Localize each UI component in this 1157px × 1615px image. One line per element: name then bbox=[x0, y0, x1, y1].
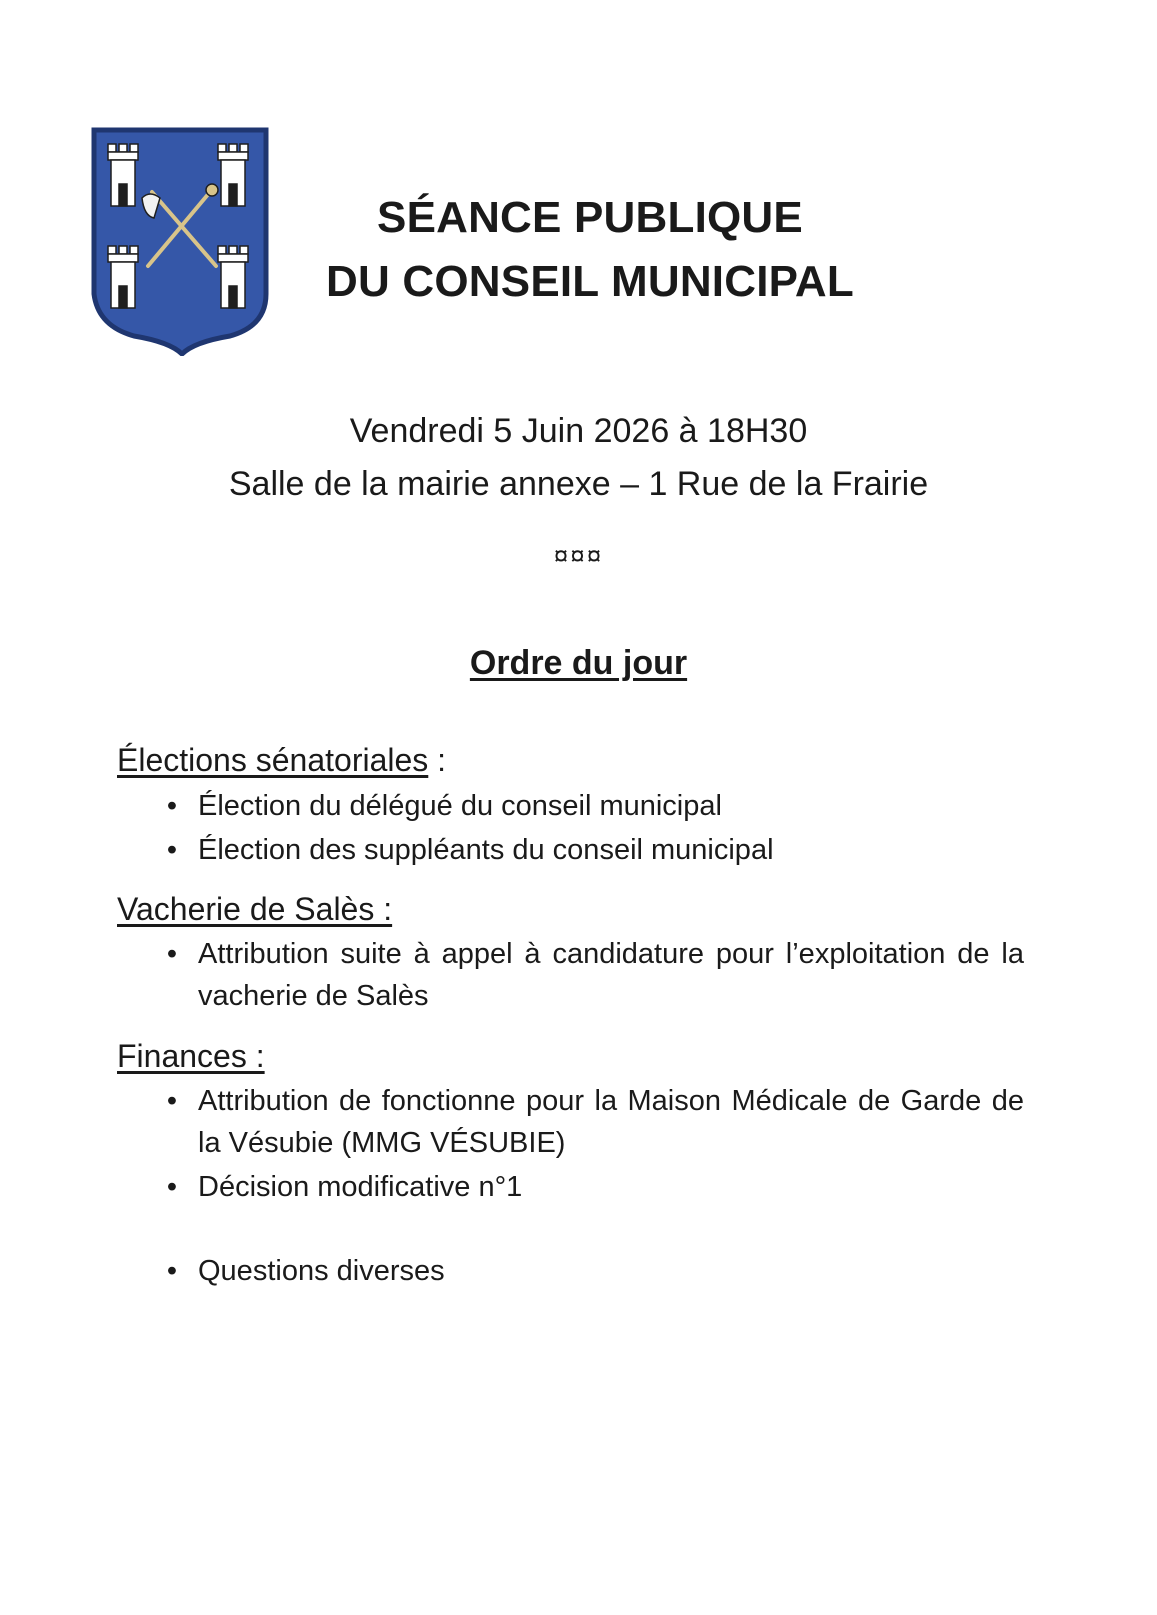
list-item-text: Attribution de fonctionne pour la Maison Médicale de Garde de la Vésubie (MMG VÉSUBIE) bbox=[198, 1085, 1024, 1159]
bullet-icon: • bbox=[166, 790, 178, 822]
list-item-text: Attribution suite à appel à candidature pour l’exploitation de la vacherie de Salès bbox=[198, 938, 1024, 1012]
bullet-icon: • bbox=[166, 1085, 178, 1117]
page-title-line-2: DU CONSEIL MUNICIPAL bbox=[326, 257, 854, 306]
bullet-icon: • bbox=[166, 938, 178, 970]
separator: ¤¤¤ bbox=[553, 540, 604, 570]
meeting-date-time: Vendredi 5 Juin 2026 à 18H30 bbox=[349, 412, 808, 450]
agenda-heading bbox=[0, 640, 1157, 686]
bullet-icon: • bbox=[166, 1255, 178, 1287]
bullet-icon: • bbox=[166, 834, 178, 866]
agenda-heading-text: Ordre du jour bbox=[469, 644, 688, 682]
meeting-location: Salle de la mairie annexe – 1 Rue de la Frairie bbox=[228, 465, 929, 503]
list-item-text: Questions diverses bbox=[198, 1255, 445, 1287]
section-heading-vacherie bbox=[117, 887, 392, 931]
section-title: Élections sénatoriales bbox=[117, 742, 429, 778]
section-heading-finances bbox=[117, 1034, 265, 1078]
page-title-line-1: SÉANCE PUBLIQUE bbox=[377, 193, 803, 242]
section-heading-elections bbox=[117, 738, 446, 782]
list-item bbox=[160, 785, 1024, 827]
section-title: Vacherie de Salès : bbox=[117, 891, 393, 927]
bullet-icon: • bbox=[166, 1171, 178, 1203]
list-item bbox=[160, 829, 1024, 871]
list-item bbox=[160, 1080, 1024, 1164]
list-item-text: Décision modificative n°1 bbox=[198, 1171, 523, 1203]
list-item-text: Élection du délégué du conseil municipal bbox=[198, 790, 722, 822]
list-item bbox=[160, 1166, 1024, 1208]
coat-of-arms-icon bbox=[90, 126, 274, 356]
section-title: Finances : bbox=[117, 1038, 265, 1074]
list-item bbox=[160, 933, 1024, 1017]
list-item-questions bbox=[160, 1250, 1024, 1292]
list-item-text: Élection des suppléants du conseil municipal bbox=[198, 834, 774, 866]
section-title-suffix: : bbox=[428, 742, 447, 778]
